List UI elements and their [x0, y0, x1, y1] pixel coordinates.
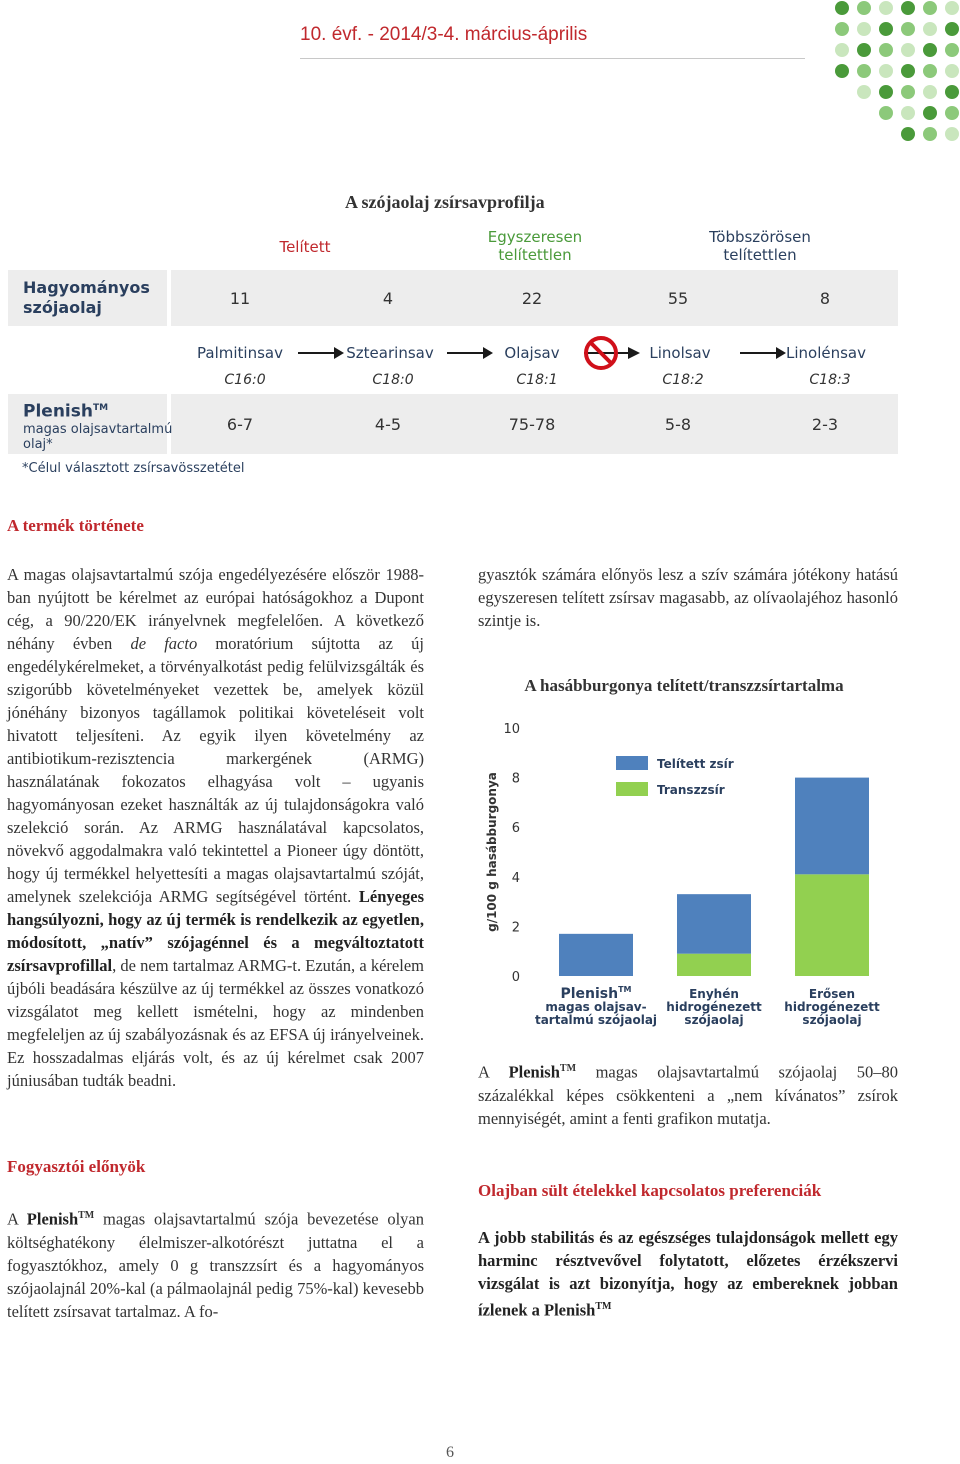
decorative-dot: [879, 22, 893, 36]
trademark: TM: [559, 1063, 577, 1074]
cell-value: 75-78: [508, 415, 556, 434]
row-label-line: magas olajsavtartalmú: [23, 421, 173, 437]
y-tick-label: 8: [511, 771, 520, 787]
decorative-dot: [901, 22, 915, 36]
cell-value: 5-8: [664, 415, 692, 434]
legend-label: Transzzsír: [657, 783, 725, 797]
decorative-dot: [857, 85, 871, 99]
text-italic: de facto: [130, 634, 198, 653]
decorative-dot: [879, 106, 893, 120]
decorative-dot: [923, 85, 937, 99]
legend-swatch: [616, 782, 648, 796]
row-label-plenish: [23, 398, 172, 452]
benefits-paragraph: [7, 1204, 424, 1323]
stacked-bar-chart: [476, 710, 906, 1040]
decorative-dot: [923, 22, 937, 36]
decorative-dot: [945, 64, 959, 78]
decorative-dot: [945, 85, 959, 99]
decorative-dot: [945, 22, 959, 36]
text-run: , de nem tartalmaz ARMG-t. Ezután, a kérelem újbóli beadására készülve az új termékkel az összes vonatkozó vizsgálatot meg kellett ismételni, hogy az mindenben megfeleljen az új szabályozásnak és az EFSA új irányelveinek. Ez hosszadalmas eljárás volt, és az új kérelmet csak 2007 júniusában tudták beadni.: [7, 956, 424, 1090]
cell-value: 22: [521, 289, 543, 308]
acid-formula: C18:2: [662, 372, 704, 388]
text-run: A jobb stabilitás és az egészséges tulajdonságok mellett egy harminc résztvevővel folytatott, előzetes érzékszervi vizsgálat is azt bizonyítja, hogy az embereknek jobban ízlenek a Plenish: [478, 1228, 898, 1320]
decorative-dot: [901, 85, 915, 99]
cell-value: 4: [382, 289, 394, 308]
y-tick-label: 4: [511, 870, 520, 886]
chart-title: A hasábburgonya telített/transzzsírtartalma: [524, 676, 844, 695]
column-header-line: Többszörösen: [709, 228, 811, 246]
cell-value: 55: [667, 289, 689, 308]
decorative-dot: [901, 64, 915, 78]
header-title: 10. évf. - 2014/3-4. március-április: [300, 24, 588, 45]
x-tick-label: szójaolaj: [802, 1013, 862, 1027]
x-tick-label: szójaolaj: [684, 1013, 744, 1027]
trademark: TM: [595, 1301, 612, 1312]
acid-formula: C16:0: [224, 372, 266, 388]
acid-name: Palmitinsav: [197, 344, 283, 362]
decorative-dot: [879, 43, 893, 57]
x-tick-label: tartalmú szójaolaj: [534, 1013, 658, 1027]
decorative-dot: [945, 1, 959, 15]
decorative-dot: [945, 127, 959, 141]
decorative-dot: [901, 43, 915, 57]
acid-name: Sztearinsav: [346, 344, 434, 362]
decorative-dot: [923, 106, 937, 120]
x-tick-label: Erősen: [808, 987, 856, 1001]
legend-label: Telített zsír: [657, 757, 734, 771]
row-label-hagyomanyos: [23, 278, 150, 318]
arrow-icon: [296, 344, 346, 362]
decorative-dot: [879, 64, 893, 78]
text-bold: Plenish: [26, 1209, 79, 1229]
cell-value: 6-7: [226, 415, 254, 434]
table-title: A szójaolaj zsírsavprofilja: [345, 192, 545, 212]
cell-value: 2-3: [811, 415, 839, 434]
column-header-line: telítettlen: [498, 246, 572, 264]
column-header-tobbszorosen: [690, 228, 830, 264]
blocked-arrow-icon: [582, 334, 642, 372]
text-bold: Plenish: [508, 1062, 560, 1082]
acid-formula: C18:3: [809, 372, 851, 388]
arrow-icon: [738, 344, 788, 362]
decorative-dots: [830, 0, 960, 150]
bar-transzzsír: [795, 874, 869, 976]
header-rule: [300, 58, 805, 59]
bar-telített-zsír: [795, 778, 869, 875]
decorative-dot: [879, 1, 893, 15]
arrow-icon: [445, 344, 495, 362]
cell-value: 4-5: [374, 415, 402, 434]
x-tick-label: Enyhén: [689, 987, 739, 1001]
legend-swatch: [616, 756, 648, 770]
decorative-dot: [857, 1, 871, 15]
decorative-dot: [923, 1, 937, 15]
column-header-egyszeresen: [470, 228, 600, 264]
row-separator: [167, 270, 171, 326]
decorative-dot: [923, 127, 937, 141]
text-run: moratórium sújtotta az új engedélykérelmeket, a törvényalkotást pedig felülvizsgálták és szigorúbb követelményeket vezettek be, amelyek közül jónéhány bizonyos tagállamok politikai követeléseit volt hivatott teljesíteni. Az egyik ilyen követelmény az antibiotikum-rezisztencia markergének (ARMG) használatának fokozatos elhagyása volt – ugyanis hagyományosan ezeket használták az új tulajdonságokra való szelekció során. Az ARMG használatával kapcsolatos, növekvő aggodalmakra való tekintettel a Pioneer úgy döntött, hogy új termékkel helyettesíti a magas olajsavtartalmú szóját, amelynek szelekciója ARMG segítségével történt.: [7, 634, 425, 906]
text-run: magas olajsavtartalmú szója bevezetése olyan költséghatékony élelmiszer-alkotórészt juttatna el a fogyasztókhoz, amely 0 g transzzsírt és a hagyományos szójaolajnál 20%-kal (a pálmaolajnál pedig 75%-kal) kevesebb telített zsírsavat tartalmaz. A fo-: [7, 1209, 424, 1321]
decorative-dot: [945, 106, 959, 120]
text-run: A magas olajsavtartalmú szója engedélyezésére először 1988-ban nyújtott be kérelmet az európai hatóságokhoz a Dupont cég, a 90/220/EK irányelvnek megfelelően. A következő néhány évben: [7, 565, 424, 653]
column-header-line: telítettlen: [723, 246, 797, 264]
trademark: TM: [618, 985, 632, 994]
table-footnote: *Célul választott zsírsavösszetétel: [22, 461, 245, 476]
text-run: A: [478, 1062, 509, 1082]
decorative-dot: [879, 85, 893, 99]
acid-formula: C18:0: [372, 372, 414, 388]
trademark: TM: [78, 1210, 95, 1221]
decorative-dot: [945, 43, 959, 57]
bar-telített-zsír: [559, 934, 633, 976]
y-tick-label: 0: [511, 970, 520, 985]
decorative-dot: [835, 22, 849, 36]
acid-formula: C18:1: [516, 372, 558, 388]
decorative-dot: [857, 64, 871, 78]
text-run: magas olajsavtartalmú szójaolaj 50–80 százalékkal képes csökkenteni a „nem kívánatos” zsírok mennyiségét, amint a fenti grafikon mutatja.: [478, 1062, 898, 1128]
section-heading-preferences: Olajban sült ételekkel kapcsolatos preferenciák: [478, 1181, 822, 1200]
x-tick-label: Plenish™: [560, 985, 632, 1002]
row-label-line: olaj*: [23, 436, 53, 452]
row-label-sub: [23, 422, 172, 452]
acid-name: Linolénsav: [786, 344, 866, 362]
y-tick-label: 2: [511, 920, 520, 936]
bar-telített-zsír: [677, 894, 751, 954]
decorative-dot: [901, 1, 915, 15]
x-tick-label: magas olajsav-: [545, 1000, 647, 1014]
y-tick-label: 6: [511, 821, 520, 837]
cell-value: 11: [229, 289, 251, 308]
history-paragraph: [7, 563, 424, 1092]
page-number: 6: [446, 1444, 454, 1461]
decorative-dot: [923, 43, 937, 57]
x-tick-label: hidrogénezett: [784, 1000, 880, 1014]
bar-transzzsír: [677, 954, 751, 976]
cell-value: 8: [819, 289, 831, 308]
decorative-dot: [857, 22, 871, 36]
acid-name: Linolsav: [649, 344, 711, 362]
y-axis-label: g/100 g hasábburgonya: [485, 772, 499, 932]
column-header-line: Egyszeresen: [487, 228, 583, 246]
acid-name: Olajsav: [504, 344, 560, 362]
preferences-paragraph: [478, 1226, 898, 1322]
chart-caption-paragraph: [478, 1057, 898, 1130]
x-tick-label: hidrogénezett: [666, 1000, 762, 1014]
row-label-line: Hagyományos: [23, 278, 150, 297]
decorative-dot: [901, 106, 915, 120]
decorative-dot: [835, 1, 849, 15]
section-heading-benefits: Fogyasztói előnyök: [7, 1157, 146, 1176]
text-run: A: [7, 1209, 27, 1229]
row-label-main: [23, 398, 172, 422]
decorative-dot: [835, 43, 849, 57]
decorative-dot: [901, 127, 915, 141]
plenish-name: Plenish: [23, 401, 93, 422]
trademark: TM: [92, 403, 109, 413]
decorative-dot: [857, 43, 871, 57]
decorative-dot: [923, 64, 937, 78]
row-label-line: szójaolaj: [23, 298, 102, 317]
y-tick-label: 10: [503, 722, 520, 737]
benefits-continued-paragraph: gyasztók számára előnyös lesz a szív számára jótékony hatású egyszeresen telített zsírsav magasabb, az olívaolajéhoz hasonló szintje is.: [478, 565, 898, 630]
text-bold: Lényeges hangsúlyozni, hogy az új termék is rendelkezik az egyetlen, módosított, „natív” szójagénnel és a megváltoztatott zsírsavprofillal: [7, 887, 424, 975]
column-header-telitett: Telített: [279, 238, 331, 256]
decorative-dot: [835, 64, 849, 78]
section-heading-history: A termék története: [7, 516, 144, 535]
